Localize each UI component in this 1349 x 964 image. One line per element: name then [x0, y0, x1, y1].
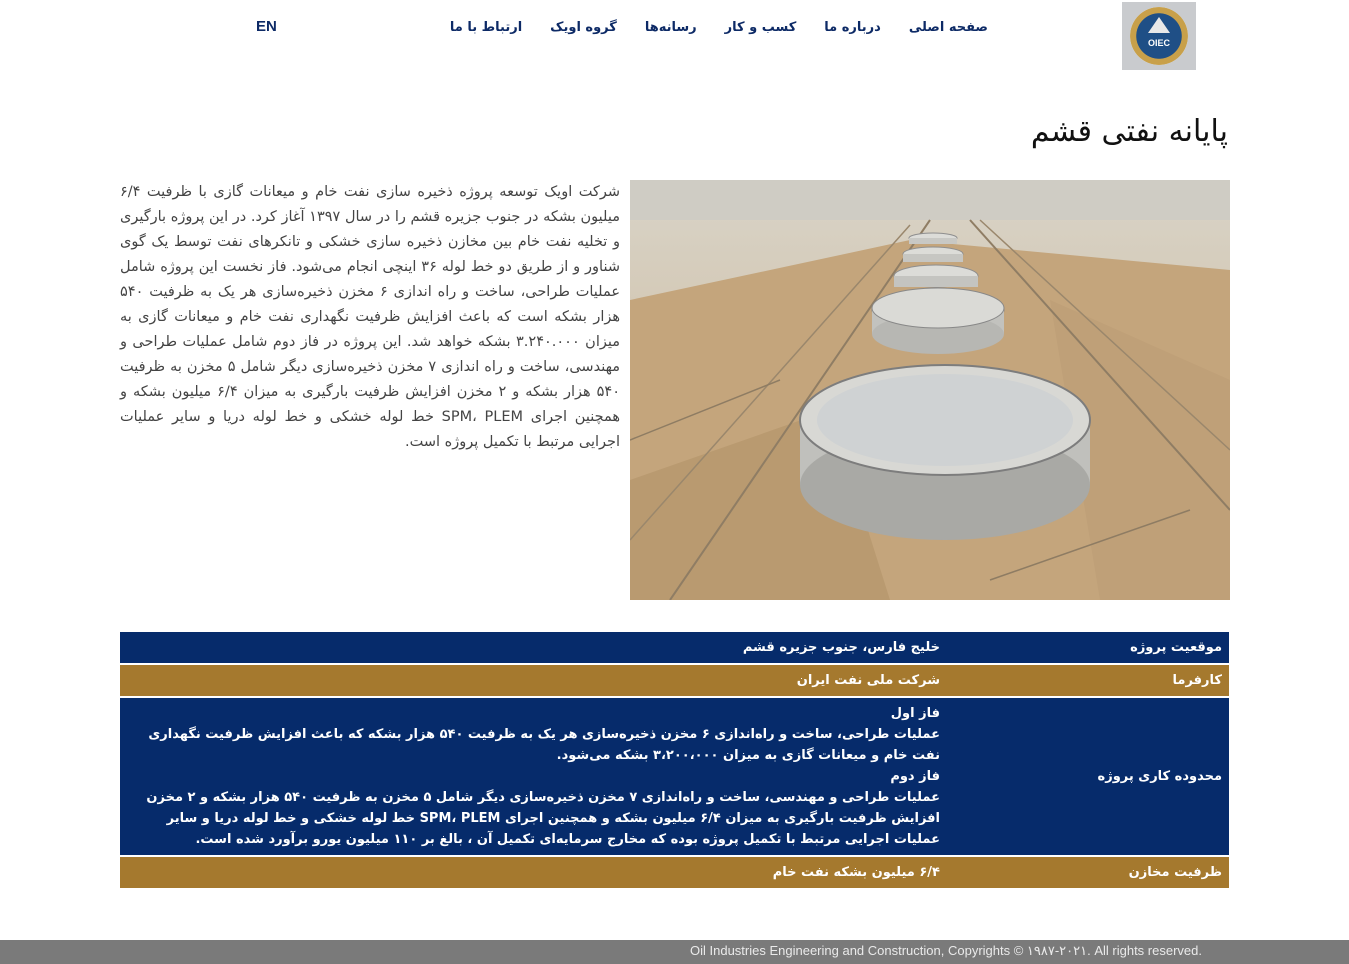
page-title: پایانه نفتی قشم — [1030, 114, 1228, 149]
project-description: شرکت اویک توسعه پروژه ذخیره سازی نفت خام و میعانات گازی با ظرفیت ۶/۴ میلیون بشکه در جنوب جزیره قشم را در سال ۱۳۹۷ آغاز کرد. در این پروژه بارگیری و تخلیه نفت خام بین مخازن ذخیره سازی خشکی و تانکرهای نفت توسط یک گوی شناور و از طریق دو خط لوله ۳۶ اینچی انجام می‌شود. فاز نخست این پروژه شامل عملیات طراحی، ساخت و راه اندازی ۶ مخزن ذخیره‌سازی هر یک به ظرفیت ۵۴۰ هزار بشکه است که باعث افزایش ظرفیت نگهداری نفت خام و میعانات گازی به میزان ۳.۲۴۰.۰۰۰ بشکه خواهد شد. این پروژه در فاز دوم شامل عملیات طراحی و مهندسی، ساخت و راه اندازی ۷ مخزن ذخیره‌سازی دیگر شامل ۵ مخزن به ظرفیت ۵۴۰ هزار بشکه و ۲ مخزن افزایش ظرفیت بارگیری به میزان ۶/۴ میلیون بشکه و همچنین اجرای SPM، PLEM خط لوله خشکی و خط لوله دریا و سایر عملیات اجرایی مرتبط با تکمیل پروژه است. — [120, 184, 621, 450]
row-label-location: موقعیت پروژه — [947, 632, 1229, 663]
site-footer — [0, 940, 1349, 964]
phase-1-text: عملیات طراحی، ساخت و راه‌اندازی ۶ مخزن ذخیره‌سازی هر یک به ظرفیت ۵۴۰ هزار بشکه که باعث افزایش ظرفیت نگهداری نفت خام و میعانات گازی به میزان ۳،۲۰۰،۰۰۰ بشکه می‌شود. — [148, 727, 940, 763]
nav-item-oiec-group[interactable]: گروه اویک — [550, 20, 617, 35]
site-header — [0, 0, 1349, 72]
row-value-location: خلیج فارس، جنوب جزیره قشم — [120, 632, 947, 663]
table-row — [120, 857, 1229, 888]
row-label-scope: محدوده کاری پروژه — [947, 698, 1229, 855]
project-photo — [630, 180, 1230, 600]
row-label-employer: کارفرما — [947, 665, 1229, 696]
logo-triangle-icon — [1148, 17, 1170, 33]
table-row — [120, 665, 1229, 696]
row-value-employer: شرکت ملی نفت ایران — [120, 665, 947, 696]
row-label-capacity: ظرفیت مخازن — [947, 857, 1229, 888]
row-value-capacity: ۶/۴ میلیون بشکه نفت خام — [120, 857, 947, 888]
project-info-table — [120, 630, 1229, 890]
nav-item-media[interactable]: رسانه‌ها — [644, 20, 697, 35]
nav-item-business[interactable]: کسب و کار — [724, 20, 797, 35]
oil-tanks-aerial-image — [630, 180, 1230, 600]
phase-2-title: فاز دوم — [890, 769, 940, 784]
logo-emblem-icon — [1130, 7, 1188, 65]
language-switch[interactable]: EN — [256, 18, 277, 35]
copyright-text: Oil Industries Engineering and Construction, Copyrights © ۱۹۸۷-۲۰۲۱. All rights reserved. — [690, 943, 1202, 958]
phase-1-title: فاز اول — [890, 706, 940, 721]
nav-item-about[interactable]: درباره ما — [824, 20, 881, 35]
row-value-scope — [120, 698, 947, 855]
nav-item-contact[interactable]: ارتباط با ما — [449, 20, 523, 35]
table-row — [120, 698, 1229, 855]
table-row — [120, 632, 1229, 663]
logo-text: OIEC — [1147, 38, 1170, 48]
phase-2-text: عملیات طراحی و مهندسی، ساخت و راه‌اندازی ۷ مخزن ذخیره‌سازی دیگر شامل ۵ مخزن به ظرفیت ۵۴۰ هزار بشکه و ۲ مخزن افزایش ظرفیت بارگیری به میزان ۶/۴ میلیون بشکه و همچنین اجرای SPM، PLEM خط لوله خشکی و خط لوله دریا و سایر عملیات اجرایی مرتبط با تکمیل پروژه بوده که مخارج سرمایه‌ای تکمیل آن ، بالغ بر ۱۱۰ میلیون یورو برآورد شده است. — [146, 790, 940, 847]
main-nav — [436, 18, 1002, 38]
oiec-logo[interactable] — [1122, 2, 1196, 70]
nav-item-home[interactable]: صفحه اصلی — [908, 20, 988, 35]
